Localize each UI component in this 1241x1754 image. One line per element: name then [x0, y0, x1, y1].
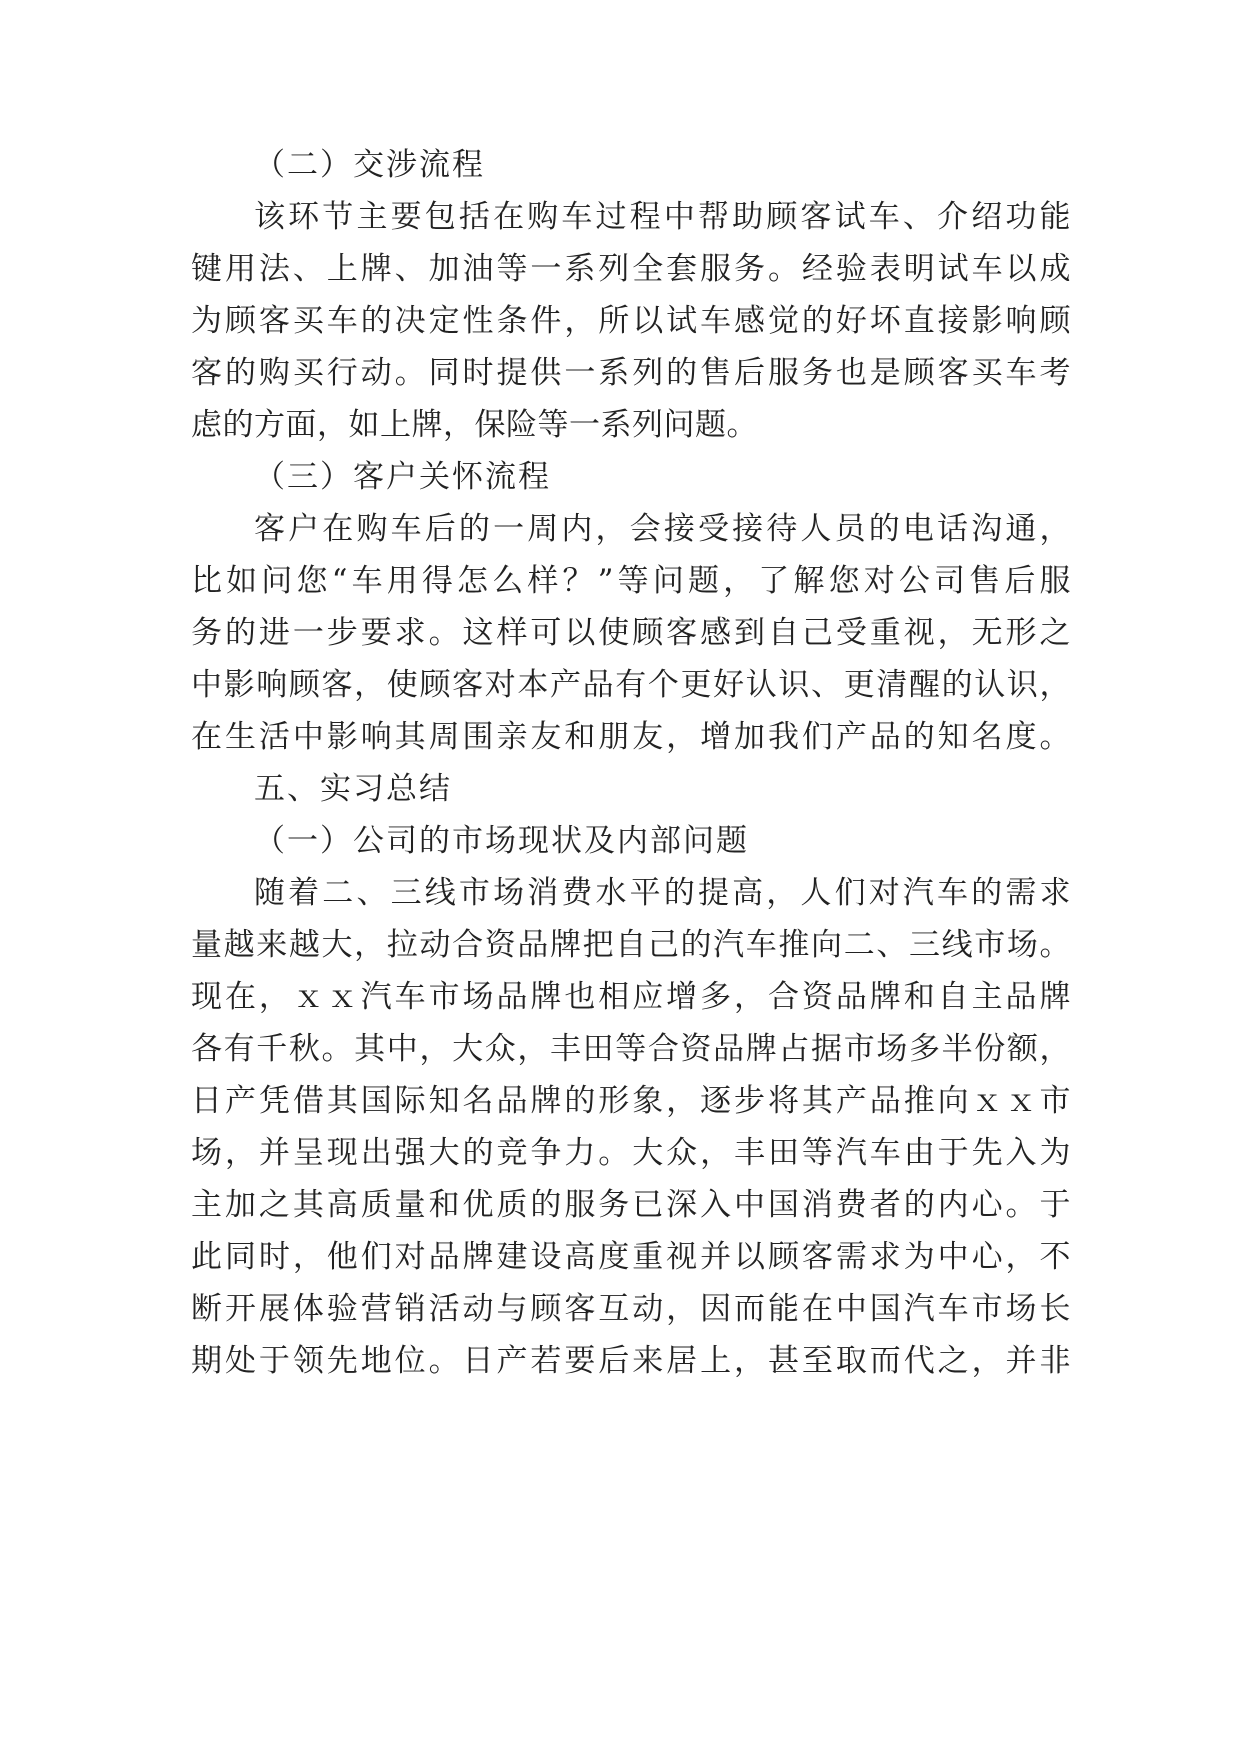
section-heading-market-status: （一）公司的市场现状及内部问题	[254, 823, 749, 859]
paragraph-line: 比如问您“车用得怎么样？”等问题，了解您对公司售后服	[191, 563, 1071, 599]
paragraph-line: 中影响顾客，使顾客对本产品有个更好认识、更清醒的认识，	[191, 667, 1071, 703]
paragraph-line: 量越来越大，拉动合资品牌把自己的汽车推向二、三线市场。	[191, 927, 1071, 963]
paragraph-line: 随着二、三线市场消费水平的提高，人们对汽车的需求	[254, 875, 1071, 911]
paragraph-line: 断开展体验营销活动与顾客互动，因而能在中国汽车市场长	[191, 1291, 1071, 1327]
paragraph-line: 场，并呈现出强大的竞争力。大众，丰田等汽车由于先入为	[191, 1135, 1071, 1171]
paragraph-line: 为顾客买车的决定性条件，所以试车感觉的好坏直接影响顾	[191, 303, 1071, 339]
section-heading-customer-care: （三）客户关怀流程	[254, 459, 551, 495]
section-heading-negotiation: （二）交涉流程	[254, 147, 485, 183]
paragraph-line: 键用法、上牌、加油等一系列全套服务。经验表明试车以成	[191, 251, 1071, 287]
paragraph-line: 日产凭借其国际知名品牌的形象，逐步将其产品推向ｘｘ市	[191, 1083, 1071, 1119]
paragraph-line: 期处于领先地位。日产若要后来居上，甚至取而代之，并非	[191, 1343, 1071, 1379]
paragraph-line: 该环节主要包括在购车过程中帮助顾客试车、介绍功能	[254, 199, 1071, 235]
paragraph-line: 主加之其高质量和优质的服务已深入中国消费者的内心。于	[191, 1187, 1071, 1223]
paragraph-line: 客的购买行动。同时提供一系列的售后服务也是顾客买车考	[191, 355, 1071, 391]
paragraph-line: 现在，ｘｘ汽车市场品牌也相应增多，合资品牌和自主品牌	[191, 979, 1071, 1015]
chapter-heading-internship-summary: 五、实习总结	[254, 771, 452, 807]
paragraph-line: 虑的方面，如上牌，保险等一系列问题。	[191, 407, 758, 443]
paragraph-line: 务的进一步要求。这样可以使顾客感到自己受重视，无形之	[191, 615, 1071, 651]
paragraph-line: 客户在购车后的一周内，会接受接待人员的电话沟通，	[254, 511, 1071, 547]
paragraph-line: 此同时，他们对品牌建设高度重视并以顾客需求为中心，不	[191, 1239, 1071, 1275]
paragraph-line: 在生活中影响其周围亲友和朋友，增加我们产品的知名度。	[191, 719, 1071, 755]
paragraph-line: 各有千秋。其中，大众，丰田等合资品牌占据市场多半份额，	[191, 1031, 1071, 1067]
